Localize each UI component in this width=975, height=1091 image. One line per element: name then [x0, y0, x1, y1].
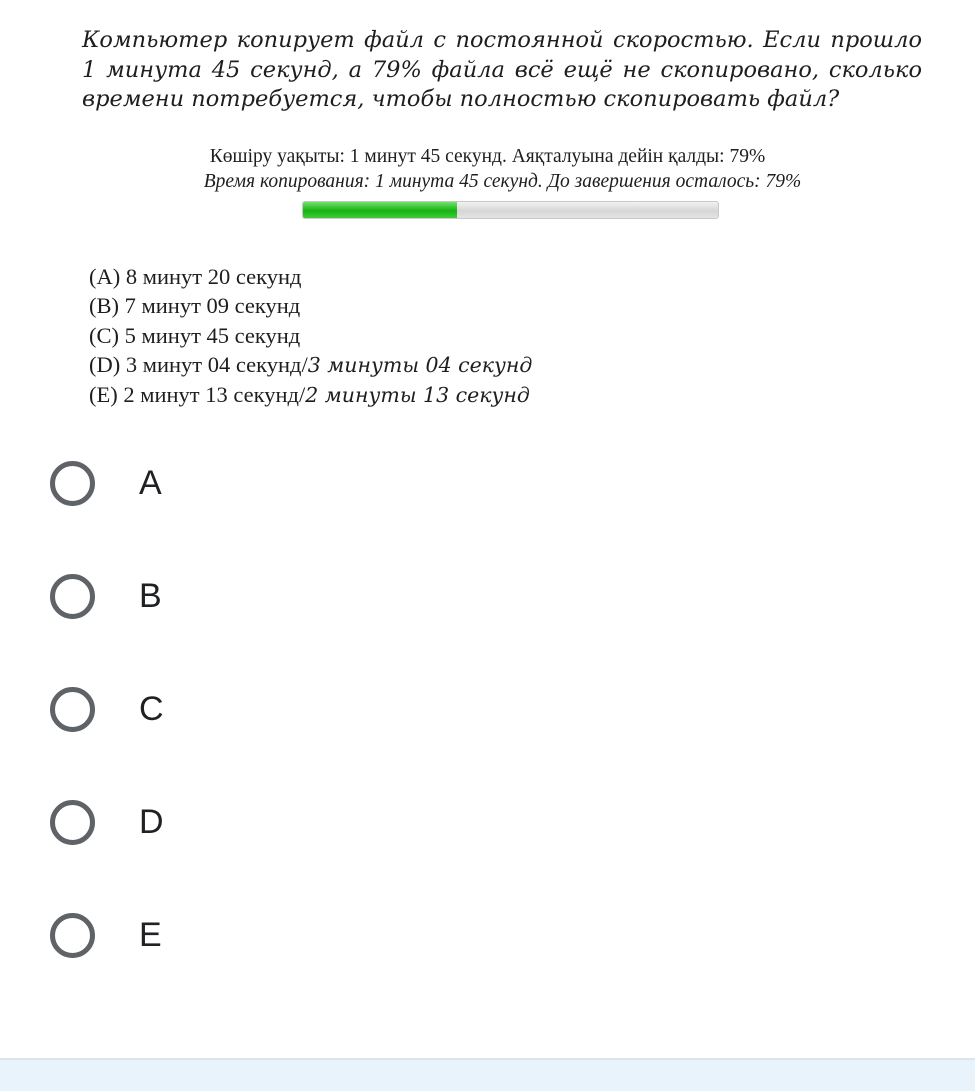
radio-button-icon[interactable] — [50, 913, 95, 958]
option-text: (C) 5 минут 45 секунд — [89, 322, 301, 348]
answer-choice-a[interactable] — [50, 455, 162, 511]
answer-choice-label: A — [139, 463, 162, 502]
option-text: (D) 3 минут 04 секунд/ — [89, 351, 308, 377]
radio-button-icon[interactable] — [50, 461, 95, 506]
radio-button-icon[interactable] — [50, 687, 95, 732]
option-line-d — [89, 350, 532, 380]
option-line-b — [89, 291, 532, 320]
answer-choice-d[interactable] — [50, 794, 164, 850]
option-text: (E) 2 минут 13 секунд/ — [89, 382, 306, 408]
bottom-bar — [0, 1058, 975, 1091]
option-text-russian: 3 минуты 04 секунд — [307, 352, 533, 377]
answer-choice-c[interactable] — [50, 681, 164, 737]
option-line-e — [89, 380, 532, 410]
option-text-russian: 2 минуты 13 секунд — [305, 383, 530, 408]
radio-button-icon[interactable] — [50, 800, 95, 845]
option-line-c — [89, 321, 532, 350]
answer-choice-b[interactable] — [50, 568, 162, 624]
copy-progress-fill — [303, 202, 457, 218]
copy-status-kazakh: Көшіру уақыты: 1 минут 45 секунд. Аяқталуына дейін қалды: 79% — [209, 146, 766, 167]
answer-choice-label: D — [139, 802, 164, 841]
question-text: Компьютер копирует файл с постоянной скоростью. Если прошло 1 минута 45 секунд, а 79% файла всё ещё не скопировано, сколько времени потребуется, чтобы полностью скопировать файл? — [82, 27, 922, 112]
answer-choice-label: C — [139, 689, 164, 728]
option-line-a — [89, 262, 532, 291]
question-image — [0, 0, 975, 430]
answer-options-list — [89, 262, 532, 410]
answer-choice-label: E — [139, 915, 162, 954]
copy-status-russian: Время копирования: 1 минута 45 секунд. До завершения осталось: 79% — [203, 171, 802, 192]
copy-progress-bar — [302, 201, 719, 219]
answer-choice-label: B — [139, 576, 162, 615]
answer-choice-e[interactable] — [50, 907, 162, 963]
option-text: (A) 8 минут 20 секунд — [89, 264, 302, 289]
radio-button-icon[interactable] — [50, 574, 95, 619]
option-text: (B) 7 минут 09 секунд — [89, 293, 301, 319]
